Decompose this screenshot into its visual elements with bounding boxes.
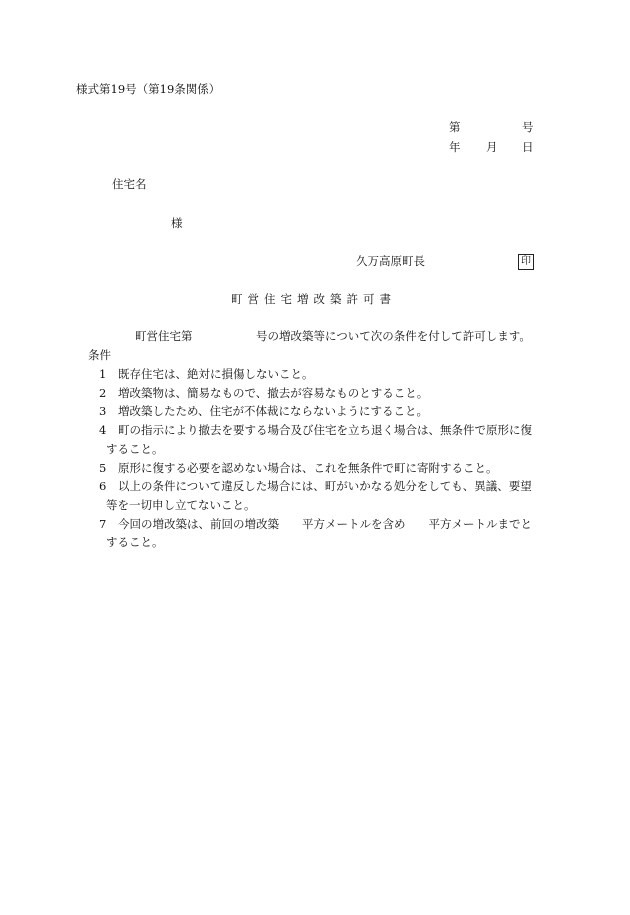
- addressee-label: 住宅名: [112, 177, 147, 191]
- document-number-prefix: 第: [449, 120, 461, 134]
- condition-text: 既存住宅は、絶対に損傷しないこと。: [118, 367, 314, 381]
- document-title: 町営住宅増改築許可書: [231, 292, 396, 306]
- date-day-label: 日: [522, 140, 534, 154]
- addressee-honorific: 様: [171, 216, 183, 230]
- condition-text: 町の指示により撤去を要する場合及び住宅を立ち退く場合は、無条件で原形に復: [118, 423, 532, 438]
- condition-text-continued: 等を一切申し立てないこと。: [106, 497, 256, 512]
- condition-number: 5: [99, 460, 107, 475]
- condition-text-continued: すること。: [106, 441, 164, 456]
- condition-text-continued: すること。: [106, 535, 164, 550]
- intro-text: 号の増改築等について次の条件を付して許可します。: [256, 329, 531, 343]
- condition-number: 1: [99, 367, 107, 381]
- intro-prefix: 町営住宅第: [135, 329, 193, 343]
- condition-number: 7: [99, 516, 107, 531]
- condition-number: 3: [99, 404, 107, 419]
- seal-mark: 印: [518, 254, 534, 270]
- condition-text: 今回の増改築は、前回の増改築 平方メートルを含め 平方メートルまでと: [118, 516, 532, 531]
- condition-text: 原形に復する必要を認めない場合は、これを無条件で町に寄附すること。: [118, 460, 498, 475]
- date-year-label: 年: [449, 140, 461, 154]
- issuer-name: 久万高原町長: [356, 254, 425, 268]
- form-number-label: 様式第19号（第19条関係）: [76, 82, 221, 96]
- condition-text: 増改築したため、住宅が不体裁にならないようにすること。: [118, 404, 429, 419]
- condition-text: 以上の条件について違反した場合には、町がいかなる処分をしても、異議、要望: [118, 479, 532, 494]
- condition-number: 6: [99, 479, 107, 494]
- condition-text: 増改築物は、簡易なもので、撤去が容易なものとすること。: [118, 385, 429, 400]
- document-number-suffix: 号: [522, 120, 534, 134]
- condition-number: 2: [99, 385, 107, 400]
- date-month-label: 月: [486, 140, 498, 154]
- condition-number: 4: [99, 423, 107, 438]
- conditions-heading: 条件: [88, 348, 111, 362]
